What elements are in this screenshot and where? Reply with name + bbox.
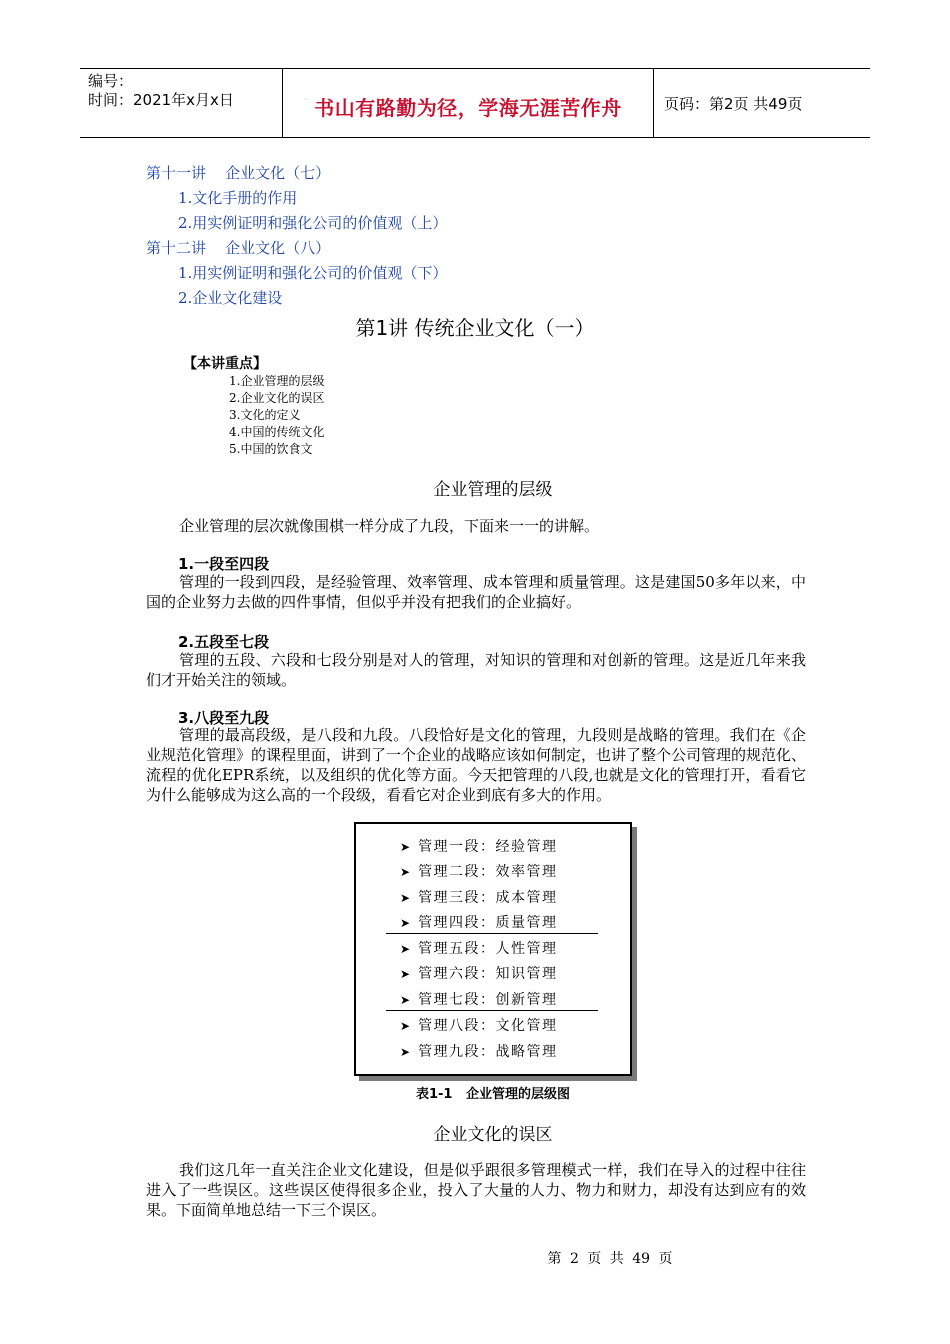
- paragraph: 管理的一段到四段，是经验管理、效率管理、成本管理和质量管理。这是建国50多年以来，中国的企业努力去做的四件事情，但似乎并没有把我们的企业搞好。: [146, 573, 806, 611]
- arrow-right-icon: ➤: [400, 916, 411, 930]
- subsection-title: 1.一段至四段: [178, 555, 270, 573]
- subsection-title: 3.八段至九段: [178, 709, 270, 727]
- toc-item[interactable]: 2.用实例证明和强化公司的价值观（上）: [178, 214, 448, 232]
- lecture-title: 第1讲 传统企业文化（一）: [355, 316, 595, 340]
- section-intro: 企业管理的层次就像围棋一样分成了九段，下面来一一的讲解。: [179, 517, 600, 535]
- divider: [386, 933, 598, 934]
- page-header: [80, 68, 870, 138]
- toc-lecture-12[interactable]: 第十二讲 企业文化（八）: [146, 239, 331, 257]
- key-point: 4.中国的传统文化: [229, 425, 325, 439]
- level-item: ➤ 管理四段：质量管理: [400, 915, 558, 931]
- key-points-heading: 【本讲重点】: [183, 356, 267, 372]
- level-item: ➤ 管理六段：知识管理: [400, 966, 558, 982]
- level-item: ➤ 管理九段：战略管理: [400, 1044, 558, 1060]
- key-point: 2.企业文化的误区: [229, 391, 325, 405]
- date-label: 时间：2021年x月x日: [88, 91, 234, 109]
- management-levels-diagram: [354, 822, 632, 1076]
- key-point: 3.文化的定义: [229, 408, 301, 422]
- paragraph: 我们这几年一直关注企业文化建设，但是似乎跟很多管理模式一样，我们在导入的过程中往往进入了一些误区。这些误区使得很多企业，投入了大量的人力、物力和财力，却没有达到应有的效果。下面简单地总结一下三个误区。: [146, 1161, 806, 1219]
- key-point: 1.企业管理的层级: [229, 374, 325, 388]
- arrow-right-icon: ➤: [400, 942, 411, 956]
- key-point: 5.中国的饮食文: [229, 442, 313, 456]
- header-meta: [80, 69, 282, 137]
- level-item: ➤ 管理三段：成本管理: [400, 890, 558, 906]
- section-title: 企业管理的层级: [433, 480, 553, 500]
- diagram-caption: 表1-1 企业管理的层级图: [415, 1087, 571, 1102]
- toc-item[interactable]: 2.企业文化建设: [178, 289, 283, 307]
- level-item: ➤ 管理一段：经验管理: [400, 839, 558, 855]
- arrow-right-icon: ➤: [400, 967, 411, 981]
- toc-item[interactable]: 1.用实例证明和强化公司的价值观（下）: [178, 264, 448, 282]
- toc-item[interactable]: 1.文化手册的作用: [178, 189, 298, 207]
- key-points-list: [229, 373, 324, 458]
- arrow-right-icon: ➤: [400, 1045, 411, 1059]
- page-info: 页码：第2页 共49页: [664, 95, 803, 113]
- level-item: ➤ 管理八段：文化管理: [400, 1018, 558, 1034]
- section-title: 企业文化的误区: [433, 1125, 553, 1145]
- paragraph: 管理的最高段级，是八段和九段。八段恰好是文化的管理，九段则是战略的管理。我们在《企业规范化管理》的课程里面，讲到了一个企业的战略应该如何制定，也讲了整个公司管理的规范化、流程的优化EPR系统，以及组织的优化等方面。今天把管理的八段,也就是文化的管理打开，看看它为什么能够成为这么高的一个段级，看看它对企业到底有多大的作用。: [146, 726, 807, 804]
- level-item: ➤ 管理五段：人性管理: [400, 941, 558, 957]
- arrow-right-icon: ➤: [400, 865, 411, 879]
- divider: [386, 1010, 598, 1011]
- level-item: ➤ 管理七段：创新管理: [400, 992, 558, 1008]
- paragraph: 管理的五段、六段和七段分别是对人的管理，对知识的管理和对创新的管理。这是近几年来我们才开始关注的领域。: [146, 651, 806, 689]
- number-label: 编号：: [88, 72, 134, 90]
- arrow-right-icon: ➤: [400, 891, 411, 905]
- arrow-right-icon: ➤: [400, 840, 411, 854]
- header-motto-cell: [282, 69, 654, 137]
- arrow-right-icon: ➤: [400, 993, 411, 1007]
- subsection-title: 2.五段至七段: [178, 633, 270, 651]
- toc-lecture-11[interactable]: 第十一讲 企业文化（七）: [146, 164, 331, 182]
- level-item: ➤ 管理二段：效率管理: [400, 864, 558, 880]
- page-footer: 第 2 页 共 49 页: [547, 1251, 673, 1267]
- arrow-right-icon: ➤: [400, 1019, 411, 1033]
- motto: 书山有路勤为径，学海无涯苦作舟: [314, 96, 622, 120]
